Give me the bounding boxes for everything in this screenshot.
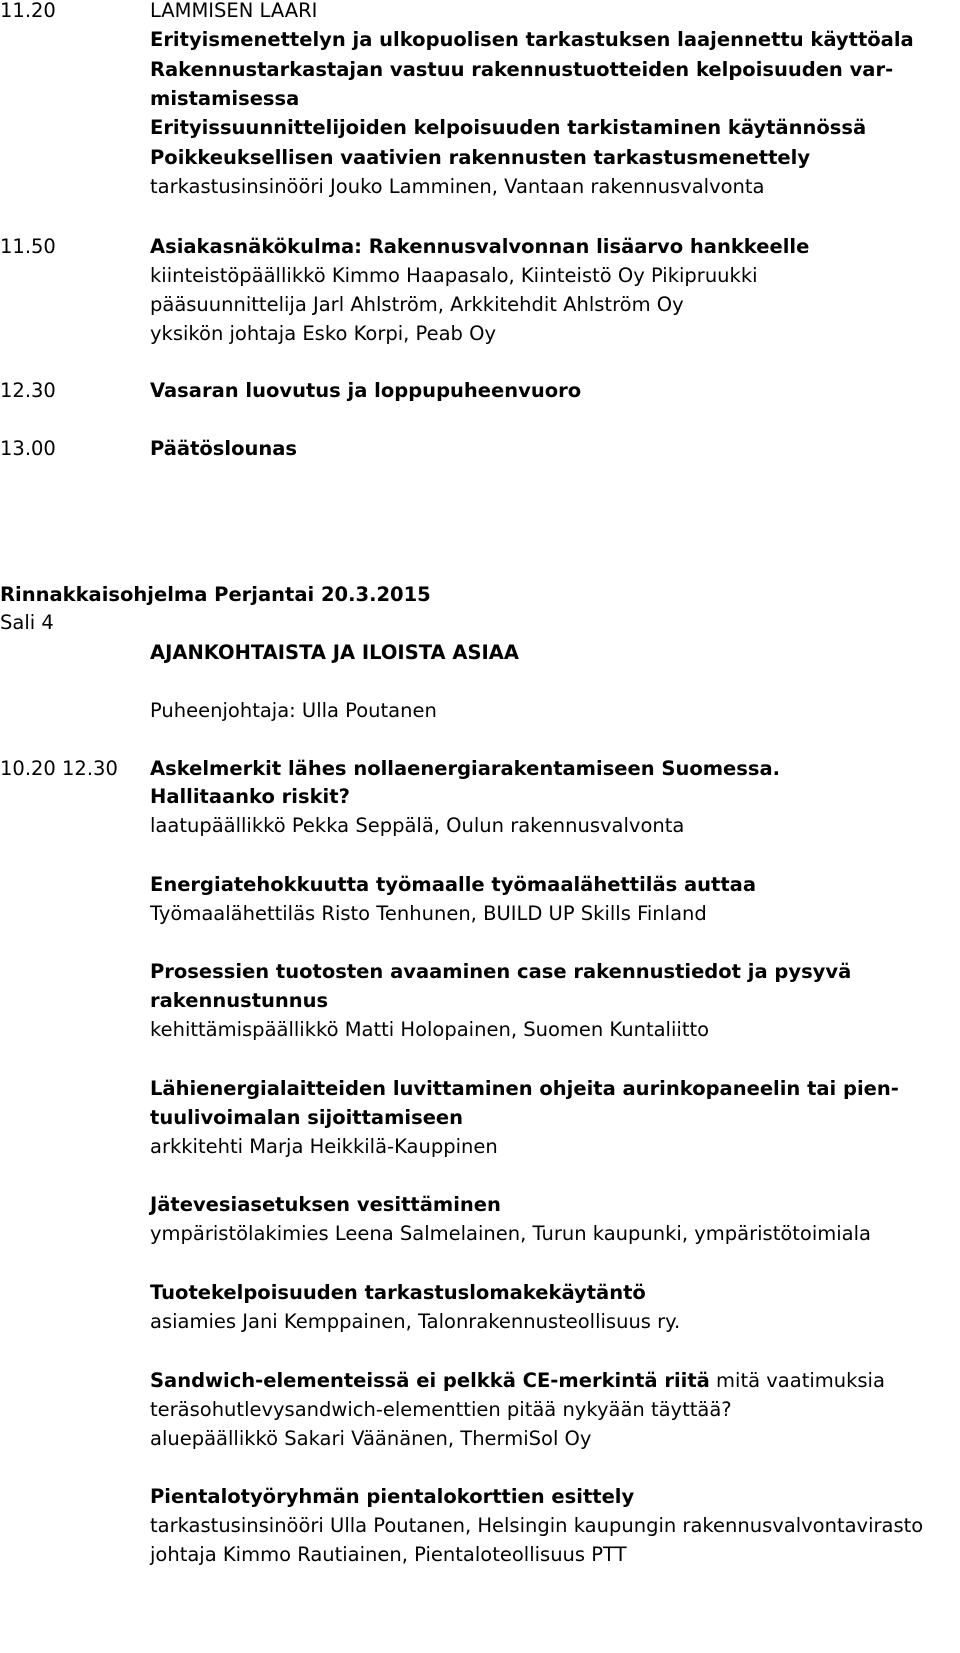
- session-time: 13.00: [0, 437, 56, 460]
- item-title: Sandwich-elementeissä ei pelkkä CE-merkintä riitä: [150, 1369, 710, 1392]
- session-title: Vasaran luovutus ja loppupuheenvuoro: [150, 379, 582, 402]
- item-title: Askelmerkit lähes nollaenergiarakentamiseen Suomessa.: [150, 757, 781, 780]
- session-time: 12.30: [0, 379, 56, 402]
- session-title: Päätöslounas: [150, 437, 298, 460]
- session-title: LAMMISEN LAARI: [150, 0, 318, 22]
- session-time: 10.20 12.30: [0, 757, 118, 780]
- item-title-rest: mitä vaatimuksia: [716, 1369, 885, 1392]
- session-time: 11.20: [0, 0, 56, 22]
- session-time: 11.50: [0, 235, 56, 258]
- session-title: Asiakasnäkökulma: Rakennusvalvonnan lisäarvo hankkeelle: [150, 235, 810, 258]
